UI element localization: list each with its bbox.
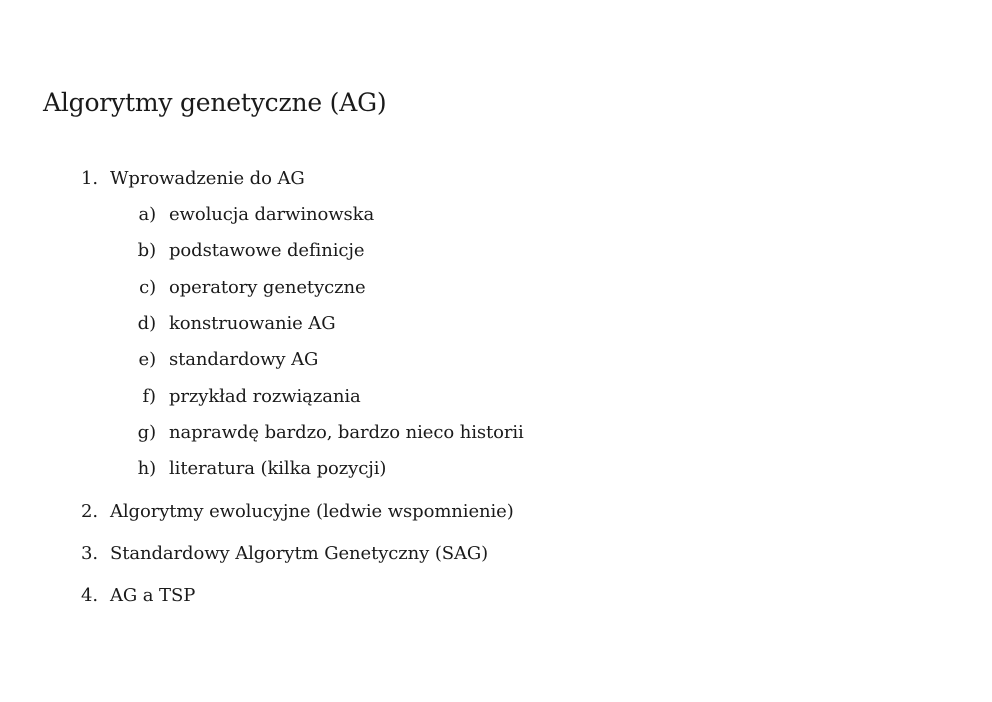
list-item-number: 1. [81, 168, 98, 189]
sub-list-item-label: literatura (kilka pozycji) [169, 458, 387, 479]
list-item-label: AG a TSP [110, 585, 196, 606]
sub-list-item-marker: d) [137, 313, 156, 334]
list-item-number: 4. [81, 585, 98, 606]
list-item-number: 2. [81, 501, 98, 522]
sub-list-item-label: operatory genetyczne [169, 277, 366, 298]
page-title: Algorytmy genetyczne (AG) [43, 88, 387, 117]
sub-list-item-label: standardowy AG [169, 349, 319, 370]
list-item-label: Wprowadzenie do AG [110, 168, 305, 189]
sub-list-item-marker: h) [137, 458, 156, 479]
sub-list-item-label: konstruowanie AG [169, 313, 336, 334]
sub-list-item-marker: g) [137, 422, 156, 443]
list-item-label: Algorytmy ewolucyjne (ledwie wspomnienie) [110, 501, 514, 522]
list-item-number: 3. [81, 543, 98, 564]
sub-list-item-marker: b) [137, 240, 156, 261]
sub-list-item-label: ewolucja darwinowska [169, 204, 375, 225]
sub-list-item-marker: a) [138, 204, 156, 225]
sub-list-item-marker: e) [138, 349, 156, 370]
list-item-label: Standardowy Algorytm Genetyczny (SAG) [110, 543, 489, 564]
sub-list-item-label: naprawdę bardzo, bardzo nieco historii [169, 422, 524, 443]
sub-list-item-label: podstawowe definicje [169, 240, 365, 261]
sub-list-item-label: przykład rozwiązania [169, 386, 361, 407]
sub-list-item-marker: c) [139, 277, 156, 298]
sub-list-item-marker: f) [142, 386, 156, 407]
